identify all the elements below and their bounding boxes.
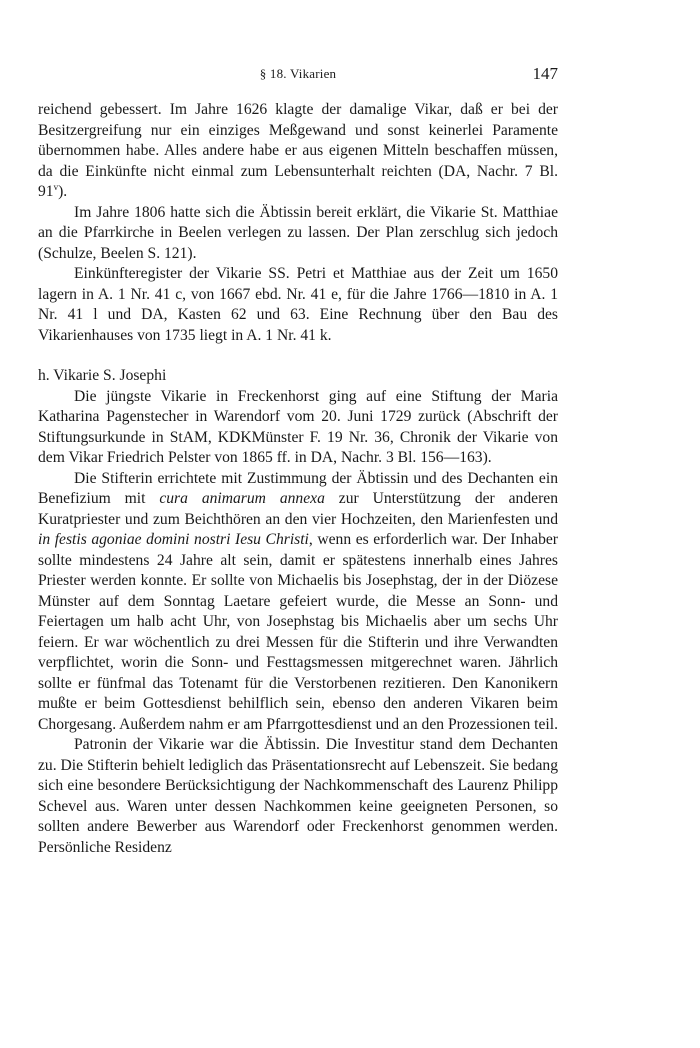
- paragraph-tail: ).: [58, 183, 68, 200]
- paragraph-patronage: Patronin der Vikarie war die Äbtissin. Die Investitur stand dem Dechanten zu. Die Stifterin behielt lediglich das Präsentationsrecht auf Lebenszeit. Sie bedang sich eine besondere Berücksichtigung der Nachkommenschaft des Laurenz Philipp Schevel aus. Waren unter dessen Nachkommen keine geeigneten Personen, so sollten andere Bewerber aus Warendorf oder Freckenhorst genommen werden. Persönliche Residenz: [38, 736, 558, 856]
- paragraph-beelen: Im Jahre 1806 hatte sich die Äbtissin bereit erklärt, die Vikarie St. Matthiae an die Pfarrkirche in Beelen verlegen zu lassen. Der Plan zerschlug sich jedoch (Schulze, Beelen S. 121).: [38, 203, 558, 262]
- document-page: [38, 0, 558, 858]
- paragraph-foundation: Die jüngste Vikarie in Freckenhorst ging auf eine Stiftung der Maria Katharina Pagenstecher in Warendorf vom 20. Juni 1729 zurück (Abschrift der Stiftungsurkunde in StAM, KDKMünster F. 19 Nr. 36, Chronik der Vikarie von dem Vikar Friedrich Pelster von 1865 ff. in DA, Nachr. 3 Bl. 156—163).: [38, 387, 558, 466]
- section-heading-josephi: h. Vikarie S. Josephi: [38, 367, 167, 384]
- paragraph-text: reichend gebessert. Im Jahre 1626 klagte der damalige Vikar, daß er bei der Besitzergreifung nur ein einziges Meßgewand und sonst keinerlei Paramente übernommen habe. Alles andere habe er aus eigenen Mitteln beschaffen müssen, da die Einkünfte nicht einmal zum Lebensunterhalt reichten (DA, Nachr. 7 Bl. 91: [38, 101, 558, 200]
- paragraph-text: , wenn es erforderlich war. Der Inhaber sollte mindestens 24 Jahre alt sein, damit er spätestens innerhalb eines Jahres Priester werden konnte. Er sollte von Michaelis bis Josephstag, der in der Diözese Münster auf dem Sonntag Laetare gefeiert wurde, die Messe an Sonn- und Feiertagen um halb acht Uhr, von Josephstag bis Michaelis aber um sechs Uhr feiern. Er war wöchentlich zu drei Messen für die Stifterin und ihre Verwandten verpflichtet, worin die Sonn- und Festtagsmessen mitgerechnet waren. Jährlich sollte er fünfmal das Totenamt für die Verstorbenen rezitieren. Den Kanonikern mußte er beim Gottesdienst behilflich sein, ebenso den anderen Vikaren beim Chorgesang. Außerdem nahm er am Pfarrgottesdienst und an den Prozessionen teil.: [38, 531, 558, 733]
- latin-phrase: in festis agoniae domini nostri Iesu Christi: [38, 531, 309, 548]
- folio-verso-mark: v: [53, 181, 59, 192]
- paragraph-registers: Einkünfteregister der Vikarie SS. Petri et Matthiae aus der Zeit um 1650 lagern in A. 1 Nr. 41 c, von 1667 ebd. Nr. 41 e, für die Jahre 1766—1810 in A. 1 Nr. 41 l und DA, Kasten 62 und 63. Eine Rechnung über den Bau des Vikarienhauses von 1735 liegt in A. 1 Nr. 41 k.: [38, 265, 558, 344]
- running-header: [38, 66, 558, 96]
- paragraph-text: zur Unterstützung der anderen Kuratpriester und zum Beichthören an den vier Hochzeiten, den Marienfesten und: [38, 490, 558, 528]
- paragraph-continuation: [38, 100, 558, 203]
- page-number: 147: [532, 64, 558, 83]
- paragraph-text: Die Stifterin errichtete mit Zustimmung der Äbtissin und des Dechanten ein Benefizium mit: [38, 469, 558, 507]
- latin-phrase: cura animarum annexa: [159, 490, 325, 507]
- body-text: [38, 100, 558, 858]
- running-title: § 18. Vikarien: [259, 66, 337, 81]
- paragraph-duties: [38, 469, 558, 736]
